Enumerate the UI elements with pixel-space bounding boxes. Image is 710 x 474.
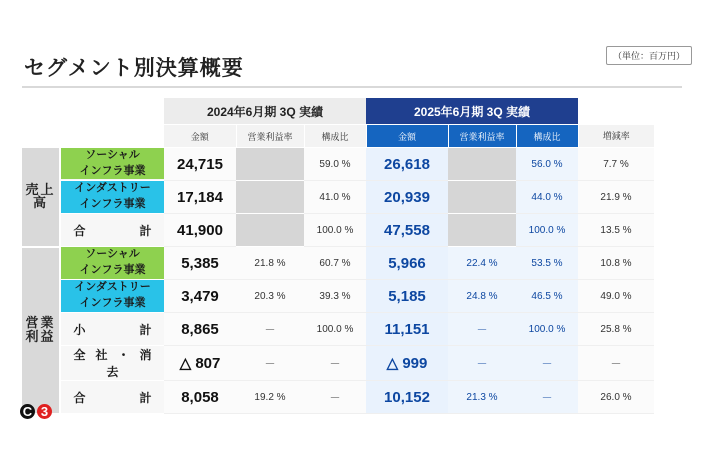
cell-prev-share: 39.3 %	[304, 280, 366, 313]
header-current-period: 2025年6月期 3Q 実績	[366, 98, 578, 125]
cell-prev-share: －	[304, 381, 366, 414]
cell-cur-op-margin-empty	[448, 181, 516, 214]
table-row	[22, 313, 654, 346]
cell-change-rate: 13.5 %	[578, 214, 654, 247]
cell-prev-share: 100.0 %	[304, 313, 366, 346]
cell-cur-share: 100.0 %	[516, 214, 578, 247]
company-logo	[20, 404, 52, 419]
subheader-change-rate: 増減率	[578, 125, 654, 148]
table-row	[22, 346, 654, 381]
cell-prev-amount: 5,385	[164, 247, 236, 280]
section-label-sales	[22, 148, 60, 247]
segment-cell	[60, 280, 164, 313]
subheader-prev-share: 構成比	[304, 125, 366, 148]
cell-cur-share: 56.0 %	[516, 148, 578, 181]
table-row	[22, 247, 654, 280]
spacer-cell	[22, 125, 60, 148]
cell-prev-share: 60.7 %	[304, 247, 366, 280]
table-subheader-row	[22, 125, 654, 148]
cell-cur-op-margin-empty	[448, 148, 516, 181]
cell-prev-op-margin: －	[236, 346, 304, 381]
cell-prev-op-margin-empty	[236, 214, 304, 247]
segment-cell	[60, 313, 164, 346]
segment-tag-social-line2: インフラ事業	[61, 164, 164, 180]
cell-change-rate: 49.0 %	[578, 280, 654, 313]
cell-cur-share: 53.5 %	[516, 247, 578, 280]
table-row	[22, 381, 654, 414]
segment-label-corporate-elimination: 全社・消去	[73, 348, 162, 379]
cell-cur-amount: 10,152	[366, 381, 448, 414]
spacer-cell	[60, 125, 164, 148]
cell-cur-share: 100.0 %	[516, 313, 578, 346]
table-row	[22, 214, 654, 247]
segment-cell	[60, 381, 164, 414]
segment-tag-social-line1: ソーシャル	[61, 148, 164, 164]
cell-cur-amount: 47,558	[366, 214, 448, 247]
cell-prev-share: －	[304, 346, 366, 381]
cell-cur-op-margin-empty	[448, 214, 516, 247]
segment-tag-social-line1: ソーシャル	[61, 247, 164, 263]
segment-label-subtotal: 小 計	[73, 322, 162, 337]
cell-cur-op-margin: －	[448, 313, 516, 346]
cell-cur-share: 44.0 %	[516, 181, 578, 214]
header-previous-period: 2024年6月期 3Q 実績	[164, 98, 366, 125]
subheader-cur-op-margin: 営業利益率	[448, 125, 516, 148]
subheader-cur-amount: 金額	[366, 125, 448, 148]
cell-prev-amount: 41,900	[164, 214, 236, 247]
subheader-prev-op-margin: 営業利益率	[236, 125, 304, 148]
cell-cur-amount: 26,618	[366, 148, 448, 181]
table-group-header-row	[22, 98, 654, 125]
cell-cur-amount: △ 999	[366, 346, 448, 381]
cell-cur-op-margin: 21.3 %	[448, 381, 516, 414]
cell-cur-op-margin: 22.4 %	[448, 247, 516, 280]
cell-prev-op-margin-empty	[236, 181, 304, 214]
spacer-cell	[578, 98, 654, 125]
segment-tag-industry-line1: インダストリー	[61, 181, 164, 197]
cell-cur-share: －	[516, 381, 578, 414]
cell-change-rate: 7.7 %	[578, 148, 654, 181]
logo-mark-2: 3	[37, 404, 52, 419]
segment-cell	[60, 214, 164, 247]
segment-tag-industry-line1: インダストリー	[61, 280, 164, 296]
table-row	[22, 148, 654, 181]
section-label-operating-profit	[22, 247, 60, 414]
cell-prev-share: 59.0 %	[304, 148, 366, 181]
segment-cell	[60, 247, 164, 280]
segment-label-total: 合 計	[73, 390, 162, 405]
segment-tag-industry-line2: インフラ事業	[61, 296, 164, 312]
spacer-cell	[60, 98, 164, 125]
cell-prev-op-margin: 20.3 %	[236, 280, 304, 313]
unit-note: （単位：百万円）	[606, 46, 692, 65]
cell-prev-op-margin: 21.8 %	[236, 247, 304, 280]
segment-results-table	[22, 98, 654, 415]
cell-prev-share: 41.0 %	[304, 181, 366, 214]
cell-cur-amount: 5,185	[366, 280, 448, 313]
cell-prev-amount: △ 807	[164, 346, 236, 381]
cell-prev-op-margin: －	[236, 313, 304, 346]
cell-cur-amount: 5,966	[366, 247, 448, 280]
page-title: セグメント別決算概要	[24, 57, 244, 80]
section-label-operating-profit-text: 営業利益	[25, 315, 56, 344]
cell-prev-share: 100.0 %	[304, 214, 366, 247]
cell-change-rate: 25.8 %	[578, 313, 654, 346]
cell-cur-share: －	[516, 346, 578, 381]
title-divider	[22, 86, 682, 88]
cell-prev-op-margin-empty	[236, 148, 304, 181]
subheader-prev-amount: 金額	[164, 125, 236, 148]
cell-prev-amount: 3,479	[164, 280, 236, 313]
segment-tag-social-line2: インフラ事業	[61, 263, 164, 279]
segment-label-total: 合 計	[73, 223, 162, 238]
cell-change-rate: －	[578, 346, 654, 381]
cell-prev-amount: 24,715	[164, 148, 236, 181]
cell-cur-amount: 20,939	[366, 181, 448, 214]
spacer-cell	[22, 98, 60, 125]
logo-mark-1: C	[20, 404, 35, 419]
cell-cur-op-margin: －	[448, 346, 516, 381]
cell-change-rate: 26.0 %	[578, 381, 654, 414]
segment-tag-industry-line2: インフラ事業	[61, 197, 164, 213]
cell-prev-amount: 8,865	[164, 313, 236, 346]
cell-change-rate: 10.8 %	[578, 247, 654, 280]
cell-prev-amount: 17,184	[164, 181, 236, 214]
table-row	[22, 280, 654, 313]
cell-cur-share: 46.5 %	[516, 280, 578, 313]
cell-change-rate: 21.9 %	[578, 181, 654, 214]
cell-prev-amount: 8,058	[164, 381, 236, 414]
cell-prev-op-margin: 19.2 %	[236, 381, 304, 414]
section-label-sales-text: 売上高	[25, 181, 56, 211]
subheader-cur-share: 構成比	[516, 125, 578, 148]
cell-cur-amount: 11,151	[366, 313, 448, 346]
segment-cell	[60, 148, 164, 181]
segment-cell	[60, 181, 164, 214]
segment-cell	[60, 346, 164, 381]
cell-cur-op-margin: 24.8 %	[448, 280, 516, 313]
table-row	[22, 181, 654, 214]
